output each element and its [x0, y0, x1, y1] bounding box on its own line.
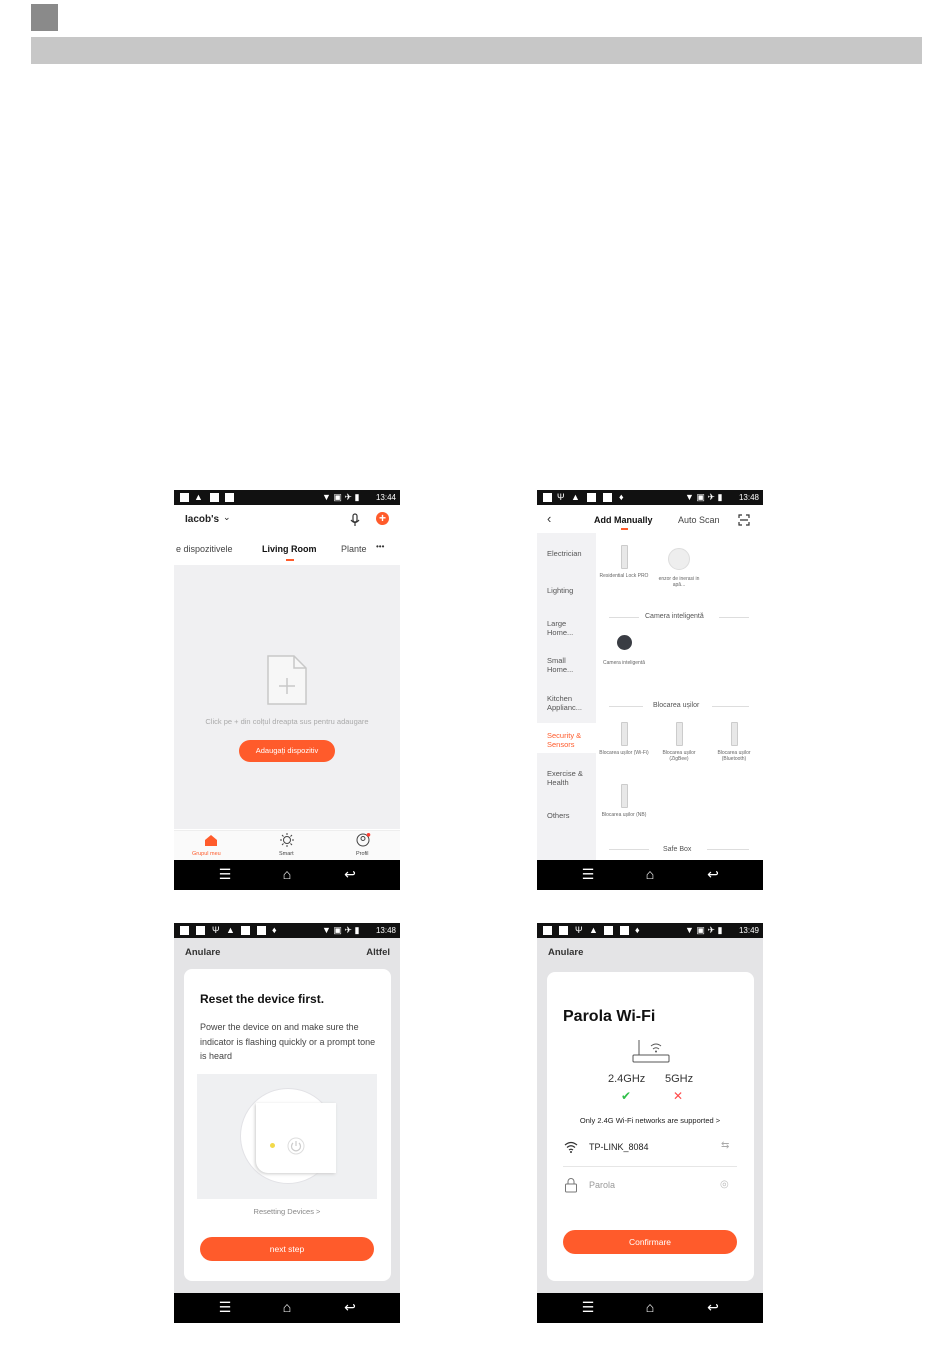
device-lock-wifi[interactable]: Blocarea ușilor (Wi-Fi)	[599, 722, 649, 756]
tab-profile[interactable]: Profil	[356, 851, 369, 857]
tab-my-group[interactable]: Grupul meu	[192, 851, 221, 857]
active-tab-indicator	[621, 528, 628, 530]
camera-icon	[617, 635, 632, 650]
tab-devices[interactable]: e dispozitivele	[176, 544, 233, 554]
eye-icon[interactable]: ◎	[720, 1179, 729, 1190]
page-corner-marker	[31, 4, 58, 31]
band-5ghz: 5GHz	[665, 1073, 694, 1085]
android-nav-bar	[174, 860, 400, 890]
phone-screen-home	[174, 490, 400, 890]
cancel-button[interactable]: Anulare	[185, 947, 221, 958]
tab-smart[interactable]: Smart	[279, 851, 294, 857]
wifi-title: Parola Wi-Fi	[563, 1008, 656, 1025]
status-bar: Ψ ▲ ♦ ▼ ▣ ✈ ▮ 13:48	[537, 490, 763, 505]
category-lighting[interactable]: Lighting	[547, 586, 574, 595]
active-tab-indicator	[286, 559, 294, 561]
switch-network-icon[interactable]: ⇆	[721, 1140, 730, 1151]
add-device-button[interactable]: Adaugați dispozitiv	[239, 740, 335, 762]
section-door-locks: Blocarea ușilor	[653, 702, 700, 709]
lock-device-icon	[621, 722, 628, 746]
tab-living-room[interactable]: Living Room	[262, 544, 317, 554]
phone-screen-add-device	[537, 490, 763, 890]
tab-add-manually[interactable]: Add Manually	[594, 515, 653, 525]
back-arrow-icon[interactable]: ‹	[547, 511, 552, 526]
status-bar: ▲ ▼ ▣ ✈ ▮ 13:44	[174, 490, 400, 505]
home-tab-icon[interactable]	[204, 834, 218, 847]
other-button[interactable]: Altfel	[366, 947, 390, 958]
status-bar: Ψ ▲ ♦ ▼ ▣ ✈ ▮ 13:48	[174, 923, 400, 938]
power-icon	[287, 1137, 305, 1155]
category-electrician[interactable]: Electrician	[547, 549, 582, 558]
add-device-plus-icon[interactable]: +	[376, 512, 389, 525]
supported-networks-note[interactable]: Only 2.4G Wi-Fi networks are supported >	[579, 1116, 721, 1125]
lock-device-icon	[676, 722, 683, 746]
android-nav-bar	[537, 860, 763, 890]
device-lock-nb[interactable]: Blocarea ușilor (NB)	[599, 784, 649, 818]
device-lock-zigbee[interactable]: Blocarea ușilor (ZigBee)	[654, 722, 704, 762]
home-icon[interactable]: ⌂	[282, 866, 292, 882]
lock-icon	[564, 1177, 578, 1193]
confirm-button[interactable]: Confirmare	[563, 1230, 737, 1254]
reset-title: Reset the device first.	[200, 992, 325, 1006]
empty-document-icon	[266, 654, 308, 706]
menu-icon[interactable]: ☰	[218, 1299, 232, 1315]
wifi-ssid[interactable]: TP-LINK_8084	[589, 1142, 649, 1152]
water-sensor-icon	[668, 548, 690, 570]
back-icon[interactable]: ↩	[344, 1299, 356, 1315]
menu-icon[interactable]: ☰	[218, 866, 232, 882]
empty-hint-text: Click pe + din colțul dreapta sus pentru adaugare	[205, 717, 369, 726]
menu-icon[interactable]: ☰	[581, 1299, 595, 1315]
chevron-down-icon[interactable]: ⌄	[223, 512, 231, 522]
menu-icon[interactable]: ☰	[581, 866, 595, 882]
status-time: 13:48	[738, 493, 759, 502]
reset-instructions: Power the device on and make sure the indicator is flashing quickly or a prompt tone is heard	[200, 1022, 376, 1061]
wifi-icon	[564, 1141, 578, 1153]
back-icon[interactable]: ↩	[707, 866, 719, 882]
microphone-icon[interactable]	[349, 513, 361, 527]
status-time: 13:44	[375, 493, 396, 502]
lock-device-icon	[621, 784, 628, 808]
router-icon	[631, 1036, 671, 1064]
back-icon[interactable]: ↩	[707, 1299, 719, 1315]
password-field[interactable]: Parola	[589, 1180, 616, 1190]
category-security[interactable]: Security & Sensors	[547, 731, 582, 749]
band-2-4ghz: 2.4GHz	[608, 1073, 646, 1085]
device-camera[interactable]: Camera inteligentă	[599, 635, 649, 666]
more-tabs-icon[interactable]: •••	[376, 542, 385, 551]
resetting-devices-link[interactable]: Resetting Devices >	[253, 1207, 321, 1216]
back-icon[interactable]: ↩	[344, 866, 356, 882]
indicator-light	[270, 1143, 275, 1148]
status-bar: Ψ ▲ ♦ ▼ ▣ ✈ ▮ 13:49	[537, 923, 763, 938]
cross-icon: ✕	[673, 1089, 684, 1103]
checkmark-icon: ✔	[621, 1089, 632, 1103]
android-nav-bar	[174, 1293, 400, 1323]
category-small-home[interactable]: Small Home...	[547, 656, 574, 674]
section-camera: Camera inteligentă	[645, 613, 704, 620]
scan-icon[interactable]	[738, 514, 750, 526]
status-time: 13:48	[375, 926, 396, 935]
tab-plante[interactable]: Plante	[341, 544, 367, 554]
phone-screen-reset	[174, 923, 400, 1323]
device-water-sensor[interactable]: enzor de inerasi in apă...	[654, 548, 704, 588]
device-residential-lock[interactable]: Residential Lock PRO	[599, 545, 649, 579]
category-exercise[interactable]: Exercise & Health	[547, 769, 583, 787]
lock-device-icon	[621, 545, 628, 569]
android-nav-bar	[537, 1293, 763, 1323]
status-time: 13:49	[738, 926, 759, 935]
device-lock-bluetooth[interactable]: Blocarea ușilor (Bluetooth)	[709, 722, 759, 762]
smart-sun-icon[interactable]	[280, 833, 294, 847]
category-others[interactable]: Others	[547, 811, 570, 820]
profile-icon[interactable]	[356, 833, 371, 847]
home-icon[interactable]: ⌂	[645, 866, 655, 882]
section-safe-box: Safe Box	[663, 846, 692, 853]
next-step-button[interactable]: next step	[200, 1237, 374, 1261]
category-kitchen[interactable]: Kitchen Applianc...	[547, 694, 583, 712]
home-icon[interactable]: ⌂	[645, 1299, 655, 1315]
home-icon[interactable]: ⌂	[282, 1299, 292, 1315]
section-header-bar	[31, 37, 922, 64]
phone-screen-wifi	[537, 923, 763, 1323]
home-name[interactable]: Iacob's	[185, 514, 220, 525]
lock-device-icon	[731, 722, 738, 746]
category-large-home[interactable]: Large Home...	[547, 619, 574, 637]
tab-auto-scan[interactable]: Auto Scan	[678, 515, 720, 525]
cancel-button[interactable]: Anulare	[548, 947, 584, 958]
